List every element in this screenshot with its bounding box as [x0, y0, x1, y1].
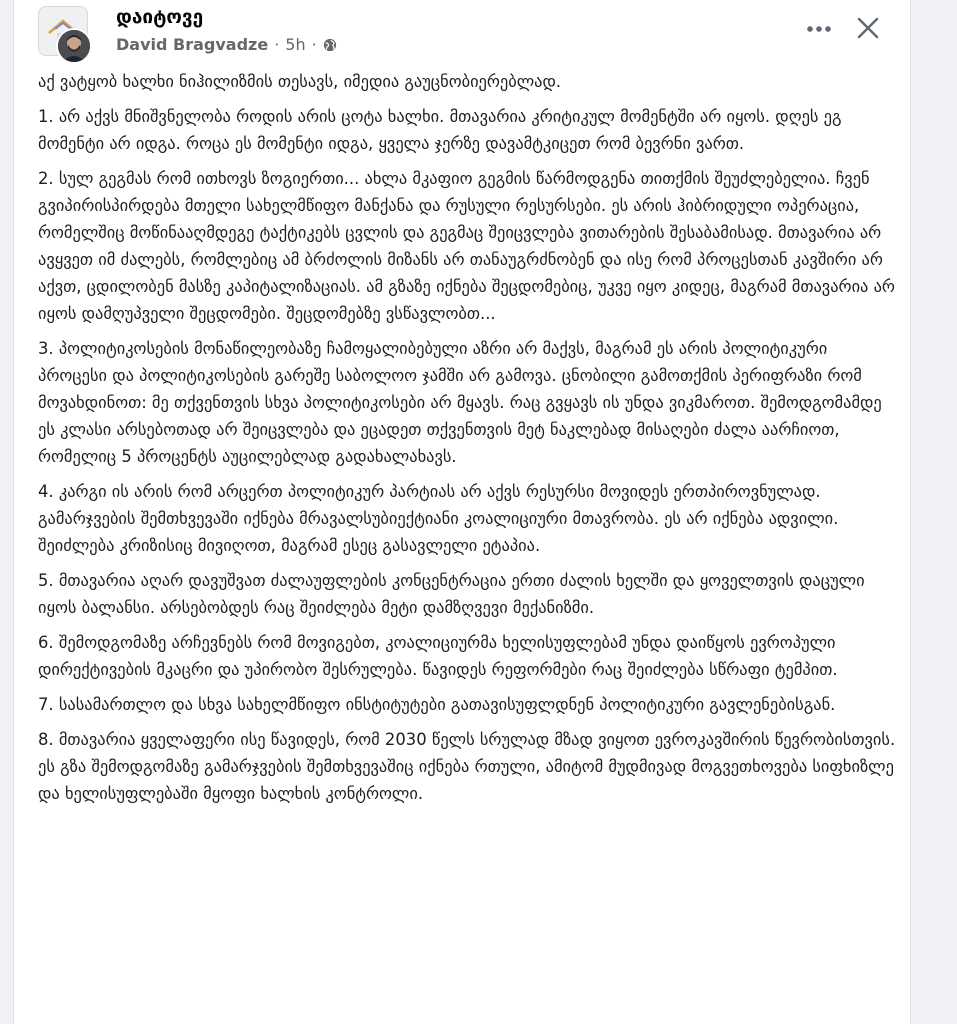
post-paragraph-1: 1. არ აქვს მნიშვნელობა როდის არის ცოტა ხალხი. მთავარია კრიტიკულ მომენტში არ იყოს. დღეს ეგ მომენტი არ იდგა. როცა ეს მომენტი იდგა, ყველა ჯერზე დავამტკიცეთ რომ ბევრნი ვართ. — [38, 107, 842, 153]
close-button[interactable] — [850, 10, 886, 46]
globe-icon[interactable] — [323, 38, 337, 52]
post-paragraph-5: 5. მთავარია აღარ დავუშვათ ძალაუფლების კონცენტრაცია ერთი ძალის ხელში და ყოველთვის დაცული იყოს ბალანსი. არსებობდეს რაც შეიძლება მეტი დამზღვევი მექანიზმი. — [38, 571, 865, 617]
post-paragraph-2: 2. სულ გეგმას რომ ითხოვს ზოგიერთი... ახლა მკაფიო გეგმის წარმოდგენა თითქმის შეუძლებელია. ჩვენ გვიპირისპირდება მთელი სახელმწიფო მანქანა და რუსული რესურსები. ეს არის ჰიბრიდული ოპერაცია, რომელშიც მოწინააღმდეგე ტაქტიკებს ცვლის და გეგმაც შეიცვლება ვითარების შესაბამისად. მთავარია არ ავყვეთ იმ ძალებს, რომლებიც ამ ბრძოლის მიზანს არ თანაუგრძნობენ და ისე რომ პროცესთან კავშირი არ აქვთ, ცდილობენ მასზე კაპიტალიზაციას. ამ გზაზე იქნება შეცდომებიც, უკვე იყო კიდეც, მაგრამ მთავარია არ იყოს დამღუპველი შეცდომები. შეცდომებზე ვსწავლობთ... — [38, 169, 895, 323]
post-paragraph-8: 8. მთავარია ყველაფერი ისე წავიდეს, რომ 2030 წელს სრულად მზად ვიყოთ ევროკავშირის წევრობისთვის. ეს გზა შემოდგომაზე გამარჯვების შემთხვევაშიც იქნება რთული, ამიტომ მუდმივად მოგვეთხოვება სიფხიზლე და ხელისუფლებაში მყოფი ხალხის კონტროლი. — [38, 730, 896, 803]
post-meta — [116, 35, 337, 54]
post-header — [14, 0, 910, 70]
post-paragraph-4: 4. კარგი ის არის რომ არცერთ პოლიტიკურ პარტიას არ აქვს რესურსი მოვიდეს ერთპიროვნულად. გამარჯვების შემთხვევაში იქნება მრავალსუბიექტიანი კოალიციური მთავრობა. ეს არ იქნება ადვილი. შეიძლება კრიზისიც მივიღოთ, მაგრამ ესეც გასავლელი ეტაპია. — [38, 482, 839, 555]
post-body — [38, 68, 898, 815]
person-avatar-icon — [58, 30, 90, 62]
close-icon — [857, 17, 879, 39]
post-paragraph-6: 6. შემოდგომაზე არჩევნებს რომ მოვიგებთ, კოალიციურმა ხელისუფლებამ უნდა დაიწყოს ევროპული დირექტივების მკაცრი და უპირობო შესრულება. წავიდეს რეფორმები რაც შეიძლება სწრაფი ტემპით. — [38, 633, 838, 679]
meta-separator: · — [274, 35, 280, 54]
post-timestamp-link[interactable]: 5h — [285, 35, 306, 54]
more-options-button[interactable] — [802, 14, 836, 44]
group-name-link[interactable]: დაიტოვე — [116, 6, 204, 28]
post-paragraph-7: 7. სასამართლო და სხვა სახელმწიფო ინსტიტუტები გათავისუფლდნენ პოლიტიკური გავლენებისგან. — [38, 695, 836, 714]
meta-separator: · — [311, 35, 317, 54]
avatar-stack[interactable] — [38, 6, 92, 60]
post-intro: აქ ვატყობ ხალხი ნიჰილიზმის თესავს, იმედია გაუცნობიერებლად. — [38, 72, 562, 91]
post-card — [14, 0, 910, 1024]
more-horizontal-icon — [807, 25, 831, 33]
author-name-link[interactable]: David Bragvadze — [116, 35, 269, 54]
post-paragraph-3: 3. პოლიტიკოსების მონაწილეობაზე ჩამოყალიბებული აზრი არ მაქვს, მაგრამ ეს არის პოლიტიკური პროცესი და პოლიტიკოსების გარეშე საბოლოო ჯამში არ გამოვა. ცნობილი გამოთქმის პერიფრაზი რომ მოვახდინოთ: მე თქვენთვის სხვა პოლიტიკოსები არ მყავს. რაც გვყავს ის უნდა ვიკმაროთ. შემოდგომამდე ეს კლასი არსებოთად არ შეიცვლება და ეცადეთ თქვენთვის მეტ ნაკლებად მისაღები ძალა აარჩიოთ, რომელიც 5 პროცენტს აუცილებლად გადახალახავს. — [38, 339, 882, 466]
author-avatar[interactable] — [56, 28, 92, 64]
